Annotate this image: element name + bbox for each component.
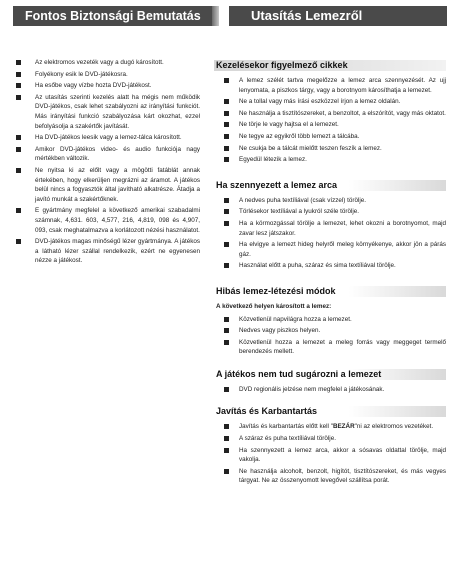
list-item: [214, 109, 446, 119]
bullet-icon: [224, 221, 229, 226]
list-item: [14, 206, 200, 235]
list-item-text: DVD-játékos magas minőségű lézer gyártmánya. A játékos a látható lézer szállal rendelkezik, ezért ne egyenesen nézze a játékost.: [35, 238, 200, 265]
list-item: [214, 132, 446, 142]
section-subheading: A következő helyen károsított a lemez:: [216, 302, 332, 310]
maintenance-text-end: "ni az elektromos vezetéket.: [354, 423, 434, 431]
list-item: [14, 81, 200, 91]
bullet-icon: [16, 147, 21, 152]
section-heading-handling: Kezelésekor figyelmező cikkek: [214, 59, 446, 72]
list-item: [14, 166, 200, 204]
bullet-icon: [224, 111, 229, 116]
bullet-icon: [16, 95, 21, 100]
bullet-icon: [224, 263, 229, 268]
bullet-icon: [16, 168, 21, 173]
bullet-icon: [224, 99, 229, 104]
list-item-text: A lemez szélét tartva megelőzze a lemez arca szennyezését. Az ujj lenyomata, a piszkos tárgy, vagy a borotnyom károsíthatja a lemezet.: [239, 77, 446, 94]
list-item-text: A száraz és puha textíliával törölje.: [239, 435, 336, 443]
list-item: [214, 155, 446, 165]
left-header-title: [13, 6, 212, 26]
list-item-text: Törlésekor textíliával a lyukról széle törölje.: [239, 208, 360, 216]
bullet-icon: [224, 198, 229, 203]
left-header-tail: [212, 6, 219, 26]
bullet-icon: [224, 469, 229, 474]
list-item-text: Az utasítás szerinti kezelés alatt ha mégis nem működik DVD-játékos, csak lehet szabályozni az irányítási funkciót. Más irányítási funkció szabályozása kárt okozhat, ezzel befolyásolja a szakértők javítását.: [35, 93, 200, 130]
section-heading-maintenance: Javítás és Karbantartás: [214, 405, 446, 418]
bullet-icon: [16, 208, 21, 213]
list-item-text: Közvetlenül napvilágra hozza a lemezet.: [239, 315, 352, 323]
list-item-text: Ne törje le vagy hajtsa el a lemezet.: [239, 121, 339, 129]
bullet-icon: [224, 122, 229, 127]
list-item: [214, 446, 446, 465]
list-item-text: Ha elvigye a lemezt hideg helyről meleg környékenye, akkor jön a párás gáz.: [239, 241, 446, 258]
list-item: [14, 145, 200, 164]
list-item-text: Amikor DVD-játékos video- és audio funkciója nagy mértékben változik.: [35, 145, 200, 163]
list-item: [214, 338, 446, 357]
list-item-text: Folyékony esik le DVD-játékosra.: [35, 70, 128, 78]
right-column: [214, 59, 446, 488]
section-heading-storage: Hibás lemez-létezési módok: [214, 285, 446, 298]
list-item-text: Ne csukja be a tálcát mielőtt teszen feszík a lemez.: [239, 144, 382, 152]
list-item: [214, 326, 446, 336]
list-item: [214, 120, 446, 130]
list-item: [14, 93, 200, 131]
list-item: [214, 385, 446, 395]
bullet-icon: [16, 60, 21, 65]
right-header-title: [229, 6, 447, 26]
bullet-icon: [16, 83, 21, 88]
list-item: [214, 97, 446, 107]
list-item-text: DVD regionális jelzése nem megfelel a játékosának.: [239, 385, 385, 393]
list-item-text: Közvetlenül hozza a lemezet a meleg forrás vagy meggeget termelő berendezés mellett.: [239, 338, 446, 356]
list-item: [214, 434, 446, 444]
list-item: [14, 133, 200, 143]
list-item: [214, 467, 446, 486]
list-item-text: [239, 422, 446, 432]
bullet-icon: [224, 424, 229, 429]
bullet-icon: [16, 72, 21, 77]
list-item: [14, 237, 200, 266]
bullet-icon: [224, 146, 229, 151]
bullet-icon: [224, 242, 229, 247]
list-item-text: Egyedül létezik a lemez.: [239, 156, 307, 164]
close-keyword: BEZÁR: [332, 423, 355, 431]
list-item: [14, 70, 200, 80]
list-item: [214, 422, 446, 432]
list-item-text: Ha DVD-játékos leesik vagy a lemez-tálca károsított.: [35, 134, 182, 142]
section-heading-cannot-play: A játékos nem tud sugározni a lemezet: [214, 368, 446, 381]
list-item-text: Nedves vagy piszkos helyen.: [239, 327, 321, 335]
list-item-text: Ha esőbe vagy vízbe hozta DVD-játékost.: [35, 82, 152, 90]
bullet-icon: [224, 209, 229, 214]
list-item-text: Ne használja a tisztítószereket, a benzoltot, a elszórítót, vagy más oktatot.: [239, 109, 446, 117]
list-item-text: Ne tegye az egyikről több lemezt a tálcába.: [239, 132, 360, 140]
list-item: [214, 219, 446, 238]
left-column: [14, 58, 200, 268]
left-header-text: Fontos Biztonsági Bemutatás: [25, 9, 201, 23]
bullet-icon: [224, 78, 229, 83]
list-item-text: Ne nyitsa ki az előlt vagy a mögötti fatáblát annak értekében, hogy elkerüljen megrázni az áramot. A játékos belül nincs a fogyasztók által javítható alkatrésze. Átadja a javító munkát a szakértőknek.: [35, 166, 200, 203]
bullet-icon: [224, 436, 229, 441]
list-item-text: Ne a tollal vagy más írási eszközzel írjon a lemez oldalán.: [239, 98, 401, 106]
list-item: [214, 76, 446, 95]
bullet-icon: [224, 317, 229, 322]
list-item-text: Használat előtt a puha, száraz és sima textíliával törölje.: [239, 262, 396, 270]
bullet-icon: [224, 448, 229, 453]
list-item-text: A nedves puha textíliával (csak vízzel) törölje.: [239, 196, 367, 204]
list-item-text: E gyártmány megfelel a következő amerikai szabadalmi számnak, 4,631. 603, 4,577, 216, 4,819, 098 és 4,907, 093, csak meghatalmazva a korlátozott nézési használatot.: [35, 207, 200, 234]
list-item-text: Ha szennyezett a lemez arca, akkor a sósavas oldattal törölje, majd vakolja.: [239, 446, 446, 464]
bullet-icon: [224, 387, 229, 392]
bullet-icon: [224, 157, 229, 162]
header-bar: [0, 0, 456, 30]
right-header-text: Utasítás Lemezről: [251, 8, 363, 23]
list-item-text: Az elektromos vezeték vagy a dugó károsított.: [35, 59, 164, 66]
bullet-icon: [16, 135, 21, 140]
list-item: [214, 261, 446, 271]
bullet-icon: [224, 328, 229, 333]
list-item-text: Ha a körmozgással törölje a lemezet, lehet okozni a borotnyomot, majd zavar lesz játszakor.: [239, 219, 446, 237]
list-item: [14, 58, 200, 68]
list-item-text: Ne használja alcoholt, benzolt, higítót, tisztítószereket, és más vegyes tárgyat. Ne az összenyomott levegővel szállítsa porát.: [239, 467, 446, 485]
bullet-icon: [16, 239, 21, 244]
list-item: [214, 196, 446, 206]
list-item: [214, 144, 446, 154]
maintenance-text-start: Javítás és karbantartás előtt kell ": [239, 423, 333, 431]
section-heading-dirty-disc: Ha szennyezett a lemez arca: [214, 179, 446, 192]
list-item: [214, 207, 446, 217]
list-item: [214, 315, 446, 325]
bullet-icon: [224, 340, 229, 345]
list-item: [214, 240, 446, 259]
bullet-icon: [224, 134, 229, 139]
